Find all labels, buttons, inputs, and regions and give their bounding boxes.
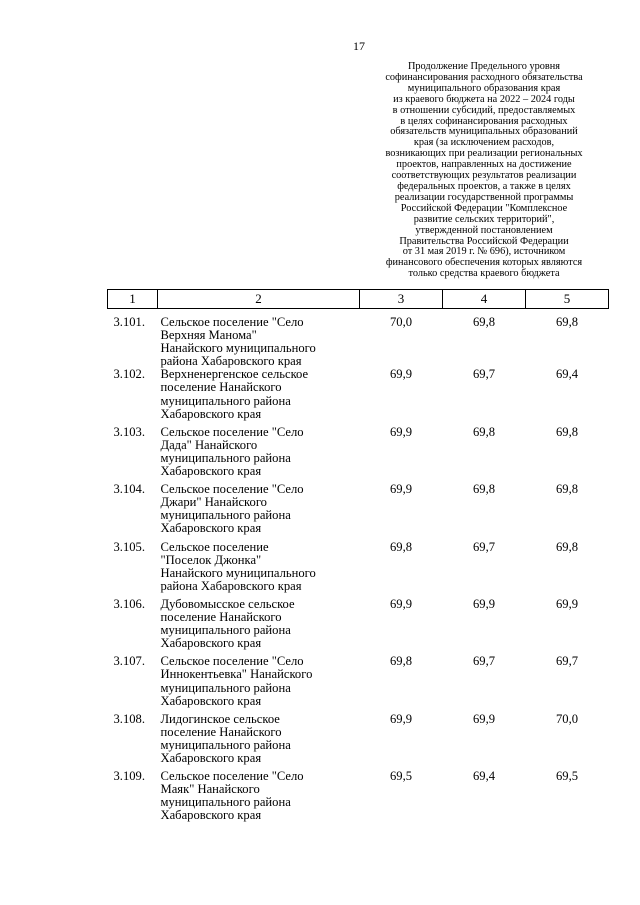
settlement-name-line: муниципального района xyxy=(160,795,291,810)
caption-line: в отношении субсидий, предоставляемых xyxy=(392,104,576,116)
table-row xyxy=(108,655,609,712)
value-col-4: 69,7 xyxy=(472,539,496,554)
table-row xyxy=(108,368,609,425)
settlement-name-line: Верхняя Манома" xyxy=(160,328,257,343)
caption-line: Продолжение Предельного уровня xyxy=(407,61,561,72)
settlement-name xyxy=(158,713,360,770)
value-col-5: 69,5 xyxy=(555,769,579,784)
settlement-name-line: Лидогинское сельское xyxy=(160,711,280,726)
caption-line: Российской Федерации "Комплексное xyxy=(400,202,568,214)
row-number: 3.109. xyxy=(113,769,145,784)
settlement-name-line: Хабаровского края xyxy=(160,751,262,765)
settlement-name xyxy=(158,483,360,540)
settlement-name-line: Хабаровского края xyxy=(160,464,262,479)
caption-line: финансового обеспечения которых являются xyxy=(385,257,583,269)
value-col-3: 69,5 xyxy=(389,769,413,784)
caption-line: края (за исключением расходов, xyxy=(413,137,555,149)
table-body xyxy=(108,309,609,828)
value-col-3: 69,8 xyxy=(389,654,413,669)
settlement-name-line: муниципального района xyxy=(160,450,291,465)
settlement-name-line: Верхненергенское сельское xyxy=(160,367,309,382)
row-number: 3.101. xyxy=(113,315,145,329)
caption-line: в целях софинансирования расходных xyxy=(400,115,568,127)
row-number: 3.105. xyxy=(113,539,145,554)
row-number: 3.104. xyxy=(113,482,145,497)
column-header-3: 3 xyxy=(360,290,443,309)
subsidy-table xyxy=(107,289,609,828)
settlement-name-line: Хабаровского края xyxy=(160,406,262,421)
settlement-name xyxy=(158,368,360,425)
caption-line: реализации государственной программы xyxy=(394,191,574,203)
value-col-4: 69,9 xyxy=(472,711,496,726)
column-header-4: 4 xyxy=(443,290,526,309)
value-col-4: 69,4 xyxy=(472,769,496,784)
value-col-5: 70,0 xyxy=(555,711,579,726)
value-col-3: 69,9 xyxy=(389,711,413,726)
caption-line: соответствующих результатов реализации xyxy=(391,170,577,182)
settlement-name-line: Нанайского муниципального xyxy=(160,341,316,356)
value-col-4: 69,8 xyxy=(472,482,496,497)
settlement-name-line: муниципального района xyxy=(160,623,291,638)
value-col-4: 69,7 xyxy=(472,367,496,382)
caption-line: проектов, направленных на достижение xyxy=(396,159,572,171)
settlement-name-line: Хабаровского края xyxy=(160,636,262,651)
settlement-name xyxy=(158,598,360,655)
column-header-1: 1 xyxy=(108,290,158,309)
caption-line: федеральных проектов, а также в целях xyxy=(397,180,571,192)
table-header-row xyxy=(108,290,609,309)
value-col-5: 69,8 xyxy=(555,315,579,329)
value-col-5: 69,7 xyxy=(555,654,579,669)
table-row xyxy=(108,598,609,655)
row-number: 3.102. xyxy=(113,367,145,382)
settlement-name-line: поселение Нанайского xyxy=(160,380,282,395)
settlement-name-line: муниципального района xyxy=(160,737,291,752)
row-number: 3.107. xyxy=(113,654,145,669)
settlement-name xyxy=(158,426,360,483)
value-col-5: 69,8 xyxy=(555,482,579,497)
caption-line: утвержденной постановлением xyxy=(415,224,553,236)
settlement-name xyxy=(158,770,360,827)
caption-line: от 31 мая 2019 г. № 696), источником xyxy=(402,246,566,258)
settlement-name-line: Сельское поселение "Село xyxy=(160,315,304,329)
page-number: 17 xyxy=(353,39,365,53)
settlement-name-line: муниципального района xyxy=(160,680,291,695)
settlement-name-line: Дубовомысское сельское xyxy=(160,596,295,611)
caption-line: только средства краевого бюджета xyxy=(408,268,560,280)
value-col-5: 69,8 xyxy=(555,539,579,554)
table-row xyxy=(108,713,609,770)
row-number: 3.108. xyxy=(113,711,145,726)
value-col-4: 69,9 xyxy=(472,596,496,611)
value-col-3: 69,9 xyxy=(389,424,413,439)
caption-line: муниципального образования края xyxy=(407,82,561,94)
table-row xyxy=(108,309,609,369)
settlement-name-line: Иннокентьевка" Нанайского xyxy=(160,667,313,682)
settlement-name-line: поселение Нанайского xyxy=(160,724,282,739)
value-col-4: 69,8 xyxy=(472,315,496,329)
settlement-name-line: Сельское поселение "Село xyxy=(160,482,304,497)
settlement-name-line: Джари" Нанайского xyxy=(160,495,267,510)
settlement-name-line: Сельское поселение "Село xyxy=(160,424,304,439)
value-col-5: 69,9 xyxy=(555,596,579,611)
settlement-name-line: Нанайского муниципального xyxy=(160,565,316,580)
settlement-name-line: района Хабаровского края xyxy=(160,578,302,593)
settlement-name-line: района Хабаровского края xyxy=(160,354,302,369)
settlement-name xyxy=(158,309,360,369)
caption-line: возникающих при реализации региональных xyxy=(385,148,583,160)
value-col-4: 69,8 xyxy=(472,424,496,439)
settlement-name-line: муниципального района xyxy=(160,393,291,408)
settlement-name-line: Сельское поселение "Село xyxy=(160,769,304,784)
table-caption xyxy=(355,62,613,280)
table-row xyxy=(108,483,609,540)
value-col-3: 69,9 xyxy=(389,482,413,497)
column-header-2: 2 xyxy=(158,290,360,309)
value-col-4: 69,7 xyxy=(472,654,496,669)
settlement-name xyxy=(158,541,360,598)
caption-line: Правительства Российской Федерации xyxy=(399,235,569,247)
settlement-name-line: "Поселок Джонка" xyxy=(160,552,262,567)
settlement-name xyxy=(158,655,360,712)
table-row xyxy=(108,770,609,827)
value-col-3: 70,0 xyxy=(389,315,413,329)
value-col-3: 69,9 xyxy=(389,367,413,382)
caption-line: софинансирования расходного обязательства xyxy=(385,71,583,83)
settlement-name-line: поселение Нанайского xyxy=(160,610,282,625)
settlement-name-line: Хабаровского края xyxy=(160,808,262,823)
value-col-5: 69,8 xyxy=(555,424,579,439)
value-col-5: 69,4 xyxy=(555,367,579,382)
caption-line: обязательств муниципальных образований xyxy=(390,126,578,138)
settlement-name-line: муниципального района xyxy=(160,508,291,523)
settlement-name-line: Хабаровского края xyxy=(160,693,262,708)
settlement-name-line: Дада" Нанайского xyxy=(160,437,258,452)
row-number: 3.103. xyxy=(113,424,145,439)
value-col-3: 69,9 xyxy=(389,596,413,611)
settlement-name-line: Хабаровского края xyxy=(160,521,262,536)
value-col-3: 69,8 xyxy=(389,539,413,554)
caption-line: из краевого бюджета на 2022 – 2024 годы xyxy=(393,93,575,105)
settlement-name-line: Сельское поселение xyxy=(160,539,269,554)
caption-line: развитие сельских территорий", xyxy=(413,213,555,225)
row-number: 3.106. xyxy=(113,596,145,611)
settlement-name-line: Маяк" Нанайского xyxy=(160,782,260,797)
table-row xyxy=(108,426,609,483)
column-header-5: 5 xyxy=(526,290,609,309)
table-row xyxy=(108,541,609,598)
settlement-name-line: Сельское поселение "Село xyxy=(160,654,304,669)
